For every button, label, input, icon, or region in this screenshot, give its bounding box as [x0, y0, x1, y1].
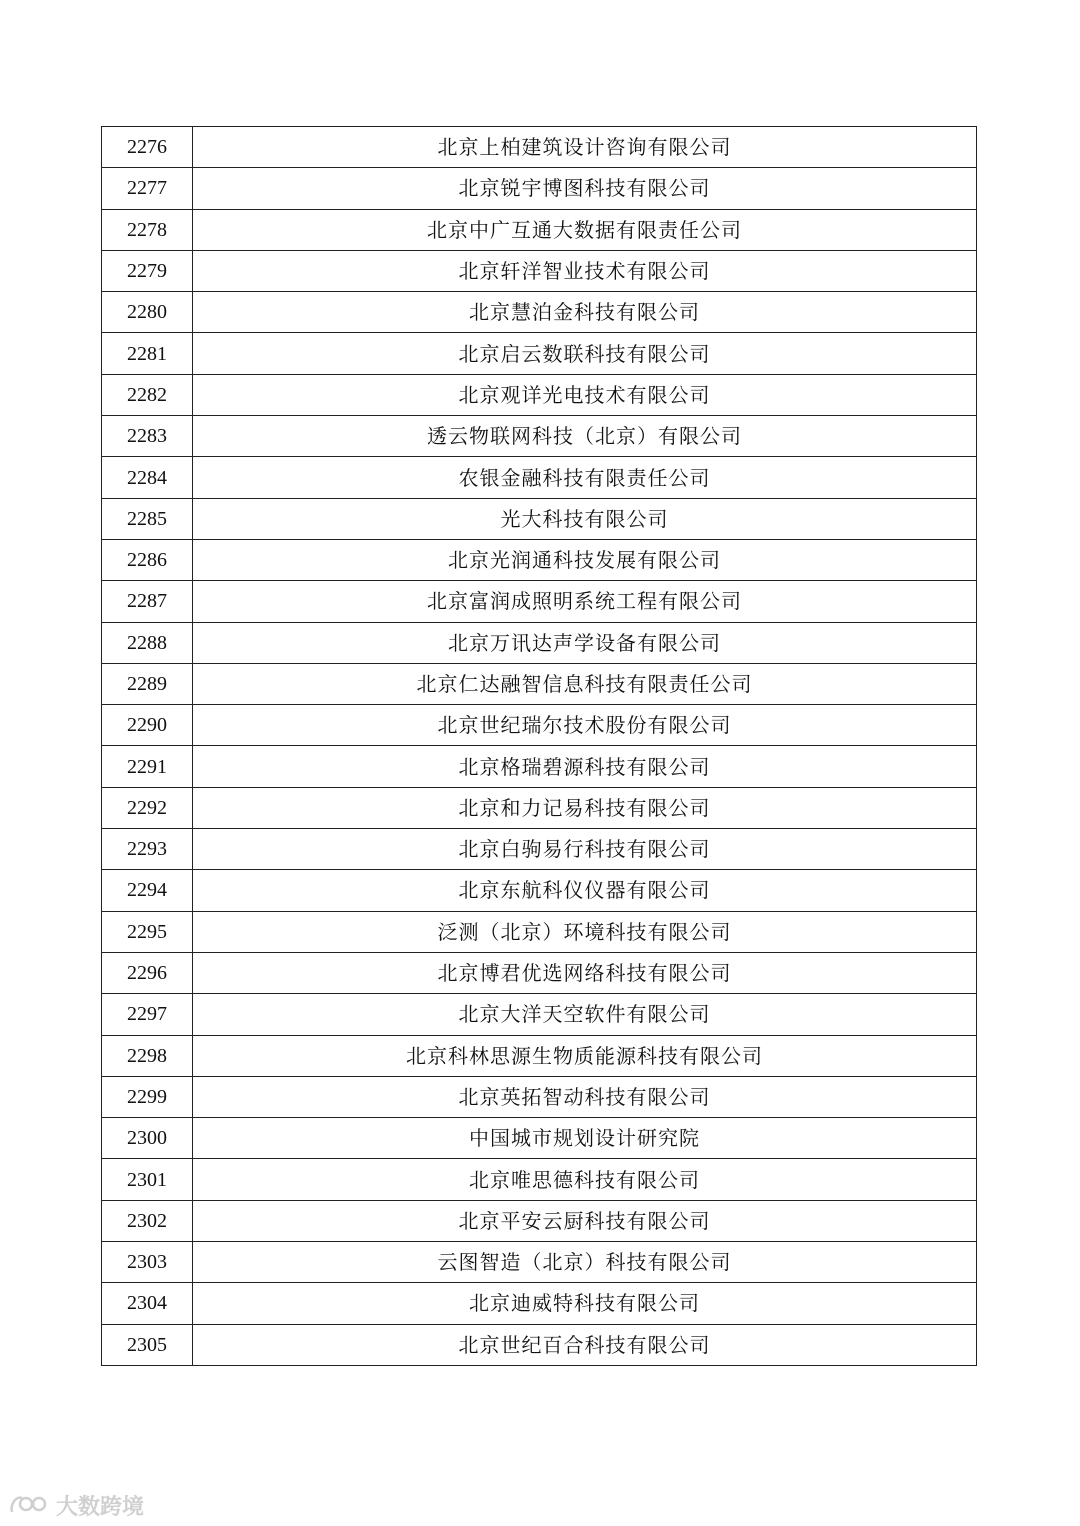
row-number-cell: 2293: [102, 829, 193, 870]
company-name-cell: 北京启云数联科技有限公司: [193, 333, 977, 374]
row-number-cell: 2282: [102, 374, 193, 415]
table-row: [102, 1118, 977, 1159]
company-name-cell: 北京世纪百合科技有限公司: [193, 1324, 977, 1365]
table-row: [102, 498, 977, 539]
company-name-cell: 北京光润通科技发展有限公司: [193, 539, 977, 580]
company-name-cell: 透云物联网科技（北京）有限公司: [193, 416, 977, 457]
table-row: [102, 787, 977, 828]
table-row: [102, 333, 977, 374]
company-name-cell: 北京东航科仪仪器有限公司: [193, 870, 977, 911]
company-name-cell: 光大科技有限公司: [193, 498, 977, 539]
row-number-cell: 2298: [102, 1035, 193, 1076]
company-name-cell: 北京博君优选网络科技有限公司: [193, 952, 977, 993]
row-number-cell: 2300: [102, 1118, 193, 1159]
company-name-cell: 北京平安云厨科技有限公司: [193, 1200, 977, 1241]
company-name-cell: 中国城市规划设计研究院: [193, 1118, 977, 1159]
company-name-cell: 北京富润成照明系统工程有限公司: [193, 581, 977, 622]
table-row: [102, 539, 977, 580]
table-row: [102, 416, 977, 457]
row-number-cell: 2276: [102, 127, 193, 168]
row-number-cell: 2278: [102, 209, 193, 250]
row-number-cell: 2295: [102, 911, 193, 952]
table-row: [102, 1242, 977, 1283]
row-number-cell: 2297: [102, 994, 193, 1035]
company-list-table: [101, 126, 977, 1366]
row-number-cell: 2289: [102, 663, 193, 704]
table-row: [102, 746, 977, 787]
row-number-cell: 2280: [102, 292, 193, 333]
table-row: [102, 705, 977, 746]
company-name-cell: 北京上柏建筑设计咨询有限公司: [193, 127, 977, 168]
row-number-cell: 2277: [102, 168, 193, 209]
company-name-cell: 北京唯思德科技有限公司: [193, 1159, 977, 1200]
row-number-cell: 2299: [102, 1076, 193, 1117]
row-number-cell: 2296: [102, 952, 193, 993]
company-name-cell: 北京轩洋智业技术有限公司: [193, 250, 977, 291]
company-name-cell: 北京万讯达声学设备有限公司: [193, 622, 977, 663]
table-row: [102, 1324, 977, 1365]
table-row: [102, 374, 977, 415]
table-row: [102, 622, 977, 663]
row-number-cell: 2292: [102, 787, 193, 828]
company-name-cell: 北京大洋天空软件有限公司: [193, 994, 977, 1035]
table-row: [102, 994, 977, 1035]
row-number-cell: 2291: [102, 746, 193, 787]
table-row: [102, 663, 977, 704]
table-row: [102, 457, 977, 498]
company-name-cell: 北京慧泊金科技有限公司: [193, 292, 977, 333]
company-name-cell: 北京仁达融智信息科技有限责任公司: [193, 663, 977, 704]
company-name-cell: 农银金融科技有限责任公司: [193, 457, 977, 498]
table-row: [102, 870, 977, 911]
table-row: [102, 250, 977, 291]
table-row: [102, 1159, 977, 1200]
table-row: [102, 911, 977, 952]
company-name-cell: 北京格瑞碧源科技有限公司: [193, 746, 977, 787]
row-number-cell: 2281: [102, 333, 193, 374]
table-row: [102, 209, 977, 250]
table-row: [102, 127, 977, 168]
row-number-cell: 2279: [102, 250, 193, 291]
row-number-cell: 2288: [102, 622, 193, 663]
company-list-body: [102, 127, 977, 1366]
row-number-cell: 2285: [102, 498, 193, 539]
company-name-cell: 北京白驹易行科技有限公司: [193, 829, 977, 870]
company-name-cell: 云图智造（北京）科技有限公司: [193, 1242, 977, 1283]
company-name-cell: 北京锐宇博图科技有限公司: [193, 168, 977, 209]
watermark: [8, 1488, 144, 1522]
company-name-cell: 北京观详光电技术有限公司: [193, 374, 977, 415]
row-number-cell: 2287: [102, 581, 193, 622]
table-row: [102, 1200, 977, 1241]
row-number-cell: 2303: [102, 1242, 193, 1283]
table-row: [102, 292, 977, 333]
table-row: [102, 829, 977, 870]
company-name-cell: 泛测（北京）环境科技有限公司: [193, 911, 977, 952]
table-row: [102, 168, 977, 209]
company-name-cell: 北京中广互通大数据有限责任公司: [193, 209, 977, 250]
company-name-cell: 北京迪威特科技有限公司: [193, 1283, 977, 1324]
row-number-cell: 2294: [102, 870, 193, 911]
company-name-cell: 北京英拓智动科技有限公司: [193, 1076, 977, 1117]
table-row: [102, 1035, 977, 1076]
table-row: [102, 952, 977, 993]
row-number-cell: 2305: [102, 1324, 193, 1365]
table-row: [102, 1283, 977, 1324]
table-row: [102, 581, 977, 622]
company-name-cell: 北京科林思源生物质能源科技有限公司: [193, 1035, 977, 1076]
company-name-cell: 北京和力记易科技有限公司: [193, 787, 977, 828]
row-number-cell: 2286: [102, 539, 193, 580]
row-number-cell: 2304: [102, 1283, 193, 1324]
brand-logo-icon: [8, 1492, 50, 1518]
company-name-cell: 北京世纪瑞尔技术股份有限公司: [193, 705, 977, 746]
row-number-cell: 2301: [102, 1159, 193, 1200]
row-number-cell: 2302: [102, 1200, 193, 1241]
row-number-cell: 2283: [102, 416, 193, 457]
watermark-text: 大数跨境: [56, 1494, 145, 1520]
row-number-cell: 2284: [102, 457, 193, 498]
row-number-cell: 2290: [102, 705, 193, 746]
table-row: [102, 1076, 977, 1117]
